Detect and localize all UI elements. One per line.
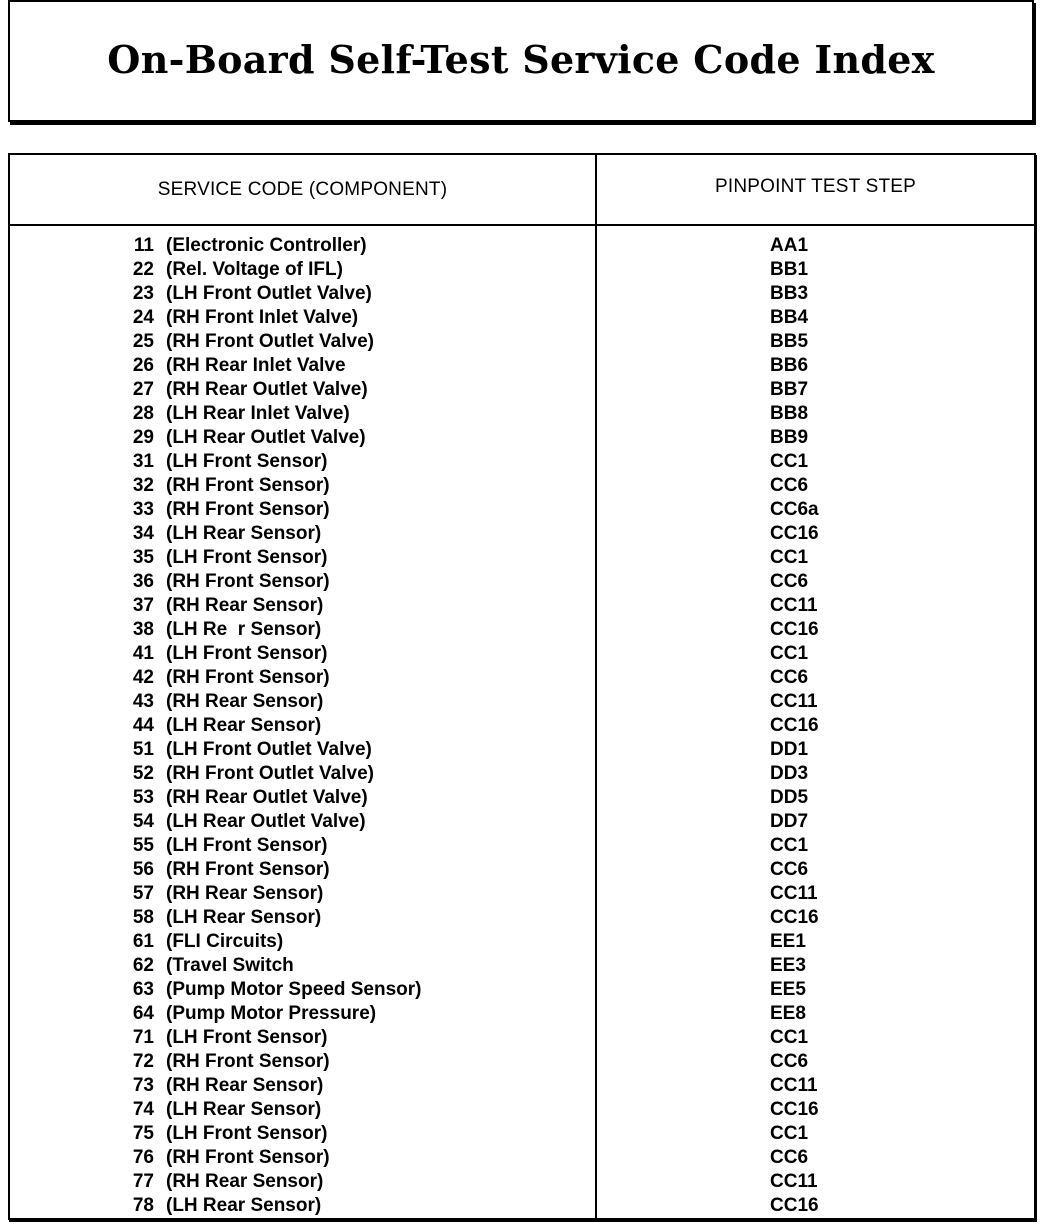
service-code: 37 — [132, 595, 154, 616]
pinpoint-test-step: EE3 — [770, 955, 806, 976]
pinpoint-test-step: CC6 — [770, 1147, 809, 1168]
service-code: 72 — [132, 1051, 154, 1072]
pinpoint-test-step: DD3 — [770, 763, 809, 784]
service-code: 32 — [132, 475, 154, 496]
pinpoint-test-step: CC16 — [770, 715, 819, 736]
service-code: 38 — [132, 619, 154, 640]
service-code: 78 — [132, 1195, 154, 1216]
pinpoint-test-step: BB1 — [770, 259, 809, 280]
component-name: (RH Front Sensor) — [166, 475, 330, 496]
pinpoint-test-step: CC1 — [770, 451, 809, 472]
service-code: 56 — [132, 859, 154, 880]
table-row — [10, 1194, 1034, 1218]
component-name: (RH Front Sensor) — [166, 1051, 330, 1072]
service-code: 51 — [132, 739, 154, 760]
component-name: (Electronic Controller) — [166, 235, 367, 256]
pinpoint-test-step: CC6 — [770, 571, 809, 592]
pinpoint-test-step: CC1 — [770, 547, 809, 568]
table-row — [10, 834, 1034, 858]
service-code: 41 — [132, 643, 154, 664]
component-name: (LH Front Sensor) — [166, 1123, 328, 1144]
pinpoint-test-step: BB5 — [770, 331, 809, 352]
component-name: (RH Front Outlet Valve) — [166, 763, 374, 784]
table-row — [10, 930, 1034, 954]
component-name: (LH Rear Outlet Valve) — [166, 427, 366, 448]
component-name: (RH Front Sensor) — [166, 499, 330, 520]
service-code: 52 — [132, 763, 154, 784]
component-name: (LH Front Sensor) — [166, 643, 328, 664]
pinpoint-test-step: CC6a — [770, 499, 819, 520]
service-code: 26 — [132, 355, 154, 376]
table-row — [10, 1074, 1034, 1098]
component-name: (RH Front Inlet Valve) — [166, 307, 359, 328]
service-code: 61 — [132, 931, 154, 952]
component-name: (RH Front Sensor) — [166, 667, 330, 688]
pinpoint-test-step: BB9 — [770, 427, 809, 448]
table-body — [10, 234, 1034, 1218]
table-row — [10, 402, 1034, 426]
table-row — [10, 762, 1034, 786]
service-code: 25 — [132, 331, 154, 352]
pinpoint-test-step: CC1 — [770, 835, 809, 856]
component-name: (Pump Motor Speed Sensor) — [166, 979, 422, 1000]
service-code: 33 — [132, 499, 154, 520]
pinpoint-test-step: DD1 — [770, 739, 809, 760]
service-code: 36 — [132, 571, 154, 592]
component-name: (RH Rear Sensor) — [166, 1171, 324, 1192]
table-row — [10, 450, 1034, 474]
pinpoint-test-step: BB3 — [770, 283, 809, 304]
header-pinpoint-test-step: PINPOINT TEST STEP — [714, 175, 917, 197]
service-code: 63 — [132, 979, 154, 1000]
service-code: 54 — [132, 811, 154, 832]
service-code: 44 — [132, 715, 154, 736]
component-name: (RH Rear Sensor) — [166, 1075, 324, 1096]
table-row — [10, 858, 1034, 882]
table-row — [10, 1170, 1034, 1194]
service-code: 75 — [132, 1123, 154, 1144]
service-code: 35 — [132, 547, 154, 568]
pinpoint-test-step: CC11 — [770, 691, 818, 712]
pinpoint-test-step: CC16 — [770, 619, 819, 640]
pinpoint-test-step: BB7 — [770, 379, 809, 400]
table-row — [10, 1002, 1034, 1026]
title-box — [8, 0, 1034, 122]
service-code: 27 — [132, 379, 154, 400]
table-row — [10, 906, 1034, 930]
table-row — [10, 618, 1034, 642]
table-row — [10, 642, 1034, 666]
service-code: 58 — [132, 907, 154, 928]
service-code-table — [8, 153, 1036, 1220]
table-row — [10, 258, 1034, 282]
pinpoint-test-step: CC16 — [770, 523, 819, 544]
service-code: 22 — [132, 259, 154, 280]
service-code: 64 — [132, 1003, 154, 1024]
component-name: (RH Rear Sensor) — [166, 883, 324, 904]
service-code: 57 — [132, 883, 154, 904]
service-code: 73 — [132, 1075, 154, 1096]
component-name: (FLI Circuits) — [166, 931, 284, 952]
service-code: 76 — [132, 1147, 154, 1168]
service-code: 31 — [132, 451, 154, 472]
pinpoint-test-step: EE1 — [770, 931, 806, 952]
service-code: 77 — [132, 1171, 154, 1192]
table-row — [10, 354, 1034, 378]
table-header — [10, 155, 1034, 226]
table-row — [10, 378, 1034, 402]
pinpoint-test-step: CC16 — [770, 1099, 819, 1120]
component-name: (RH Rear Sensor) — [166, 595, 324, 616]
service-code: 23 — [132, 283, 154, 304]
pinpoint-test-step: DD7 — [770, 811, 809, 832]
service-code: 43 — [132, 691, 154, 712]
table-row — [10, 234, 1034, 258]
table-row — [10, 570, 1034, 594]
component-name: (Rel. Voltage of IFL) — [166, 259, 343, 280]
pinpoint-test-step: CC1 — [770, 1027, 809, 1048]
service-code: 42 — [132, 667, 154, 688]
pinpoint-test-step: CC16 — [770, 907, 819, 928]
component-name: (RH Rear Outlet Valve) — [166, 787, 368, 808]
pinpoint-test-step: CC16 — [770, 1195, 819, 1216]
pinpoint-test-step: BB6 — [770, 355, 809, 376]
table-row — [10, 738, 1034, 762]
pinpoint-test-step: CC1 — [770, 1123, 809, 1144]
pinpoint-test-step: CC11 — [770, 883, 818, 904]
table-row — [10, 954, 1034, 978]
table-row — [10, 882, 1034, 906]
component-name: (LH Front Sensor) — [166, 547, 328, 568]
table-row — [10, 1026, 1034, 1050]
pinpoint-test-step: CC6 — [770, 475, 809, 496]
component-name: (LH Front Sensor) — [166, 1027, 328, 1048]
service-code: 28 — [132, 403, 154, 424]
table-row — [10, 1050, 1034, 1074]
pinpoint-test-step: CC11 — [770, 595, 818, 616]
pinpoint-test-step: BB4 — [770, 307, 809, 328]
table-row — [10, 282, 1034, 306]
service-code: 24 — [132, 307, 154, 328]
service-code: 55 — [132, 835, 154, 856]
component-name: (RH Rear Inlet Valve — [166, 355, 346, 376]
pinpoint-test-step: AA1 — [770, 235, 809, 256]
component-name: (LH Re r Sensor) — [166, 619, 322, 640]
table-row — [10, 786, 1034, 810]
pinpoint-test-step: DD5 — [770, 787, 809, 808]
table-row — [10, 426, 1034, 450]
component-name: (RH Rear Outlet Valve) — [166, 379, 368, 400]
table-row — [10, 1098, 1034, 1122]
header-service-code: SERVICE CODE (COMPONENT) — [157, 178, 448, 200]
table-row — [10, 978, 1034, 1002]
component-name: (LH Rear Inlet Valve) — [166, 403, 350, 424]
component-name: (LH Front Sensor) — [166, 835, 328, 856]
table-row — [10, 474, 1034, 498]
component-name: (LH Rear Sensor) — [166, 715, 322, 736]
service-code: 34 — [132, 523, 154, 544]
pinpoint-test-step: CC6 — [770, 1051, 809, 1072]
component-name: (LH Rear Sensor) — [166, 1195, 322, 1216]
service-code: 29 — [132, 427, 154, 448]
pinpoint-test-step: CC1 — [770, 643, 809, 664]
pinpoint-test-step: CC11 — [770, 1075, 818, 1096]
component-name: (Travel Switch — [166, 955, 294, 976]
service-code: 62 — [132, 955, 154, 976]
table-row — [10, 690, 1034, 714]
page-title: On-Board Self-Test Service Code Index — [107, 36, 935, 82]
component-name: (Pump Motor Pressure) — [166, 1003, 377, 1024]
component-name: (RH Front Sensor) — [166, 571, 330, 592]
table-row — [10, 522, 1034, 546]
component-name: (RH Front Outlet Valve) — [166, 331, 374, 352]
service-code: 74 — [132, 1099, 154, 1120]
pinpoint-test-step: CC6 — [770, 667, 809, 688]
pinpoint-test-step: EE5 — [770, 979, 806, 1000]
component-name: (LH Rear Outlet Valve) — [166, 811, 366, 832]
service-code: 11 — [133, 235, 154, 256]
pinpoint-test-step: EE8 — [770, 1003, 806, 1024]
service-code: 71 — [132, 1027, 154, 1048]
table-row — [10, 810, 1034, 834]
table-row — [10, 1122, 1034, 1146]
component-name: (LH Rear Sensor) — [166, 523, 322, 544]
table-row — [10, 306, 1034, 330]
table-row — [10, 330, 1034, 354]
table-row — [10, 714, 1034, 738]
service-code: 53 — [132, 787, 154, 808]
table-row — [10, 666, 1034, 690]
pinpoint-test-step: CC11 — [770, 1171, 818, 1192]
component-name: (RH Front Sensor) — [166, 859, 330, 880]
pinpoint-test-step: CC6 — [770, 859, 809, 880]
table-row — [10, 546, 1034, 570]
table-row — [10, 1146, 1034, 1170]
table-row — [10, 594, 1034, 618]
table-row — [10, 498, 1034, 522]
component-name: (LH Rear Sensor) — [166, 907, 322, 928]
component-name: (RH Front Sensor) — [166, 1147, 330, 1168]
component-name: (LH Front Outlet Valve) — [166, 739, 372, 760]
component-name: (LH Rear Sensor) — [166, 1099, 322, 1120]
pinpoint-test-step: BB8 — [770, 403, 809, 424]
component-name: (LH Front Outlet Valve) — [166, 283, 372, 304]
component-name: (LH Front Sensor) — [166, 451, 328, 472]
component-name: (RH Rear Sensor) — [166, 691, 324, 712]
